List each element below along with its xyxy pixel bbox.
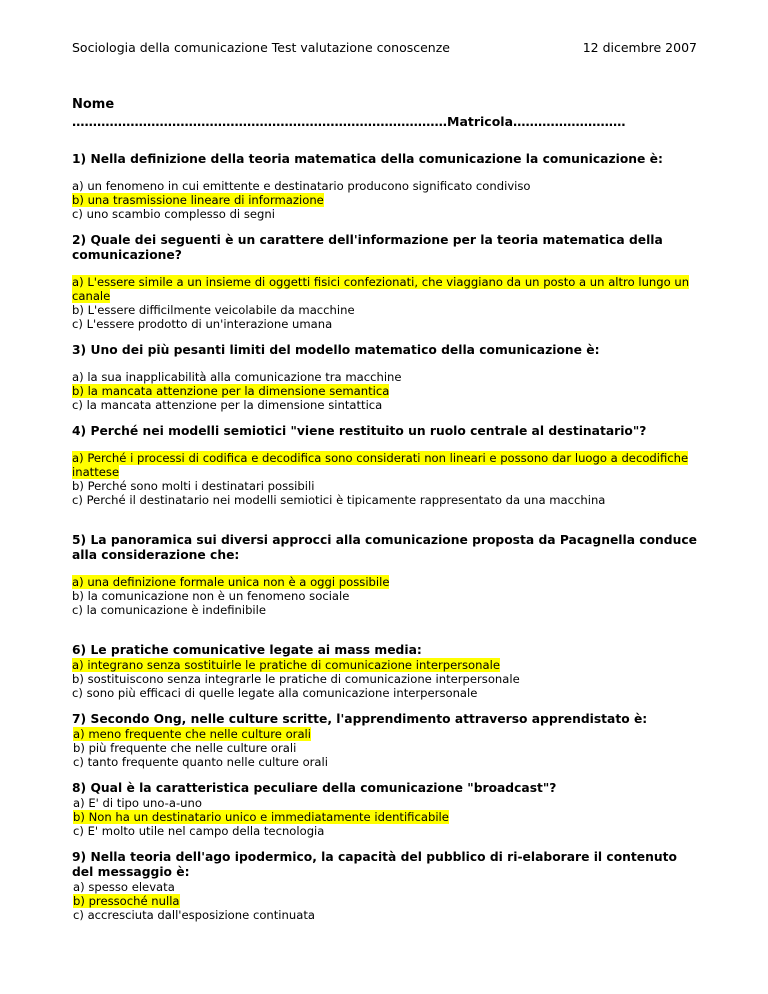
answer-option <box>72 686 702 700</box>
answer-option <box>72 451 702 479</box>
answer-option <box>72 741 702 755</box>
answer-option <box>72 493 702 507</box>
highlighted-answer-text: b) la mancata attenzione per la dimensione semantica <box>72 384 390 398</box>
answer-option <box>72 179 702 193</box>
question-title: 6) Le pratiche comunicative legate ai mass media: <box>72 643 422 657</box>
question-block <box>72 233 702 331</box>
highlighted-answer-text: a) una definizione formale unica non è a oggi possibile <box>72 575 390 589</box>
question-block <box>72 533 702 617</box>
answer-option <box>72 370 702 384</box>
question-block <box>72 781 702 838</box>
answer-text: b) Perché sono molti i destinatari possibili <box>72 479 315 493</box>
highlighted-answer-text: a) integrano senza sostituirle le pratiche di comunicazione interpersonale <box>72 658 500 672</box>
answer-option <box>72 193 702 207</box>
answer-option <box>72 275 702 303</box>
answer-option <box>72 303 702 317</box>
answer-text: c) tanto frequente quanto nelle culture orali <box>73 755 328 769</box>
answer-text: b) L'essere difficilmente veicolabile da macchine <box>72 303 355 317</box>
question-title: 7) Secondo Ong, nelle culture scritte, l'apprendimento attraverso apprendistato è: <box>72 712 648 726</box>
question-block <box>72 850 702 922</box>
answer-option <box>72 824 702 838</box>
answer-option <box>72 603 702 617</box>
answer-option <box>72 317 702 331</box>
answer-option <box>72 384 702 398</box>
answer-text: c) Perché il destinatario nei modelli semiotici è tipicamente rappresentato da una macchina <box>72 493 606 507</box>
answer-option <box>72 398 702 412</box>
answer-option <box>72 479 702 493</box>
page-header <box>72 40 697 55</box>
question-title: 3) Uno dei più pesanti limiti del modello matematico della comunicazione è: <box>72 343 600 357</box>
nome-label: Nome <box>72 97 115 112</box>
highlighted-answer-text: b) Non ha un destinatario unico e immediatamente identificabile <box>73 810 449 824</box>
answer-text: a) spesso elevata <box>73 880 175 894</box>
nome-matricola-line: ………………………………………………………………………………Matricola……………………… <box>72 114 626 129</box>
answer-text: c) L'essere prodotto di un'interazione umana <box>72 317 333 331</box>
question-block <box>72 343 702 412</box>
answer-text: c) uno scambio complesso di segni <box>72 207 275 221</box>
question-title: 5) La panoramica sui diversi approcci alla comunicazione proposta da Pacagnella conduce alla considerazione che: <box>72 533 697 562</box>
header-course-title: Sociologia della comunicazione Test valutazione conoscenze <box>72 40 450 55</box>
questions-list <box>72 152 702 934</box>
question-title: 8) Qual è la caratteristica peculiare della comunicazione "broadcast"? <box>72 781 557 795</box>
answer-option <box>72 880 702 894</box>
header-date: 12 dicembre 2007 <box>582 40 697 55</box>
question-title: 4) Perché nei modelli semiotici "viene restituito un ruolo centrale al destinatario"? <box>72 424 647 438</box>
answer-option <box>72 727 702 741</box>
question-block <box>72 152 702 221</box>
answer-option <box>72 894 702 908</box>
answer-option <box>72 755 702 769</box>
answer-text: b) più frequente che nelle culture orali <box>73 741 297 755</box>
highlighted-answer-text: a) Perché i processi di codifica e decodifica sono considerati non lineari e possono dar luogo a decodifiche inattese <box>72 451 689 479</box>
highlighted-answer-text: b) una trasmissione lineare di informazione <box>72 193 324 207</box>
answer-option <box>72 575 702 589</box>
highlighted-answer-text: a) L'essere simile a un insieme di oggetti fisici confezionati, che viaggiano da un posto a un altro lungo un canale <box>72 275 690 303</box>
answer-text: c) E' molto utile nel campo della tecnologia <box>73 824 325 838</box>
question-title: 2) Quale dei seguenti è un carattere dell'informazione per la teoria matematica della comunicazione? <box>72 233 663 262</box>
highlighted-answer-text: a) meno frequente che nelle culture orali <box>73 727 311 741</box>
question-block <box>72 424 702 507</box>
highlighted-answer-text: b) pressoché nulla <box>73 894 180 908</box>
answer-option <box>72 658 702 672</box>
answer-text: b) sostituiscono senza integrarle le pratiche di comunicazione interpersonale <box>72 672 520 686</box>
answer-text: c) la mancata attenzione per la dimensione sintattica <box>72 398 383 412</box>
question-block <box>72 712 702 769</box>
answer-text: c) accresciuta dall'esposizione continuata <box>73 908 315 922</box>
answer-text: c) sono più efficaci di quelle legate alla comunicazione interpersonale <box>72 686 478 700</box>
question-block <box>72 643 702 700</box>
question-title: 1) Nella definizione della teoria matematica della comunicazione la comunicazione è: <box>72 152 663 166</box>
question-title: 9) Nella teoria dell'ago ipodermico, la capacità del pubblico di ri-elaborare il contenuto del messaggio è: <box>72 850 677 879</box>
answer-option <box>72 207 702 221</box>
answer-option <box>72 908 702 922</box>
answer-text: b) la comunicazione non è un fenomeno sociale <box>72 589 350 603</box>
answer-text: c) la comunicazione è indefinibile <box>72 603 267 617</box>
answer-text: a) un fenomeno in cui emittente e destinatario producono significato condiviso <box>72 179 531 193</box>
answer-option <box>72 672 702 686</box>
answer-option <box>72 810 702 824</box>
answer-text: a) E' di tipo uno-a-uno <box>73 796 202 810</box>
answer-option <box>72 589 702 603</box>
answer-option <box>72 796 702 810</box>
answer-text: a) la sua inapplicabilità alla comunicazione tra macchine <box>72 370 402 384</box>
